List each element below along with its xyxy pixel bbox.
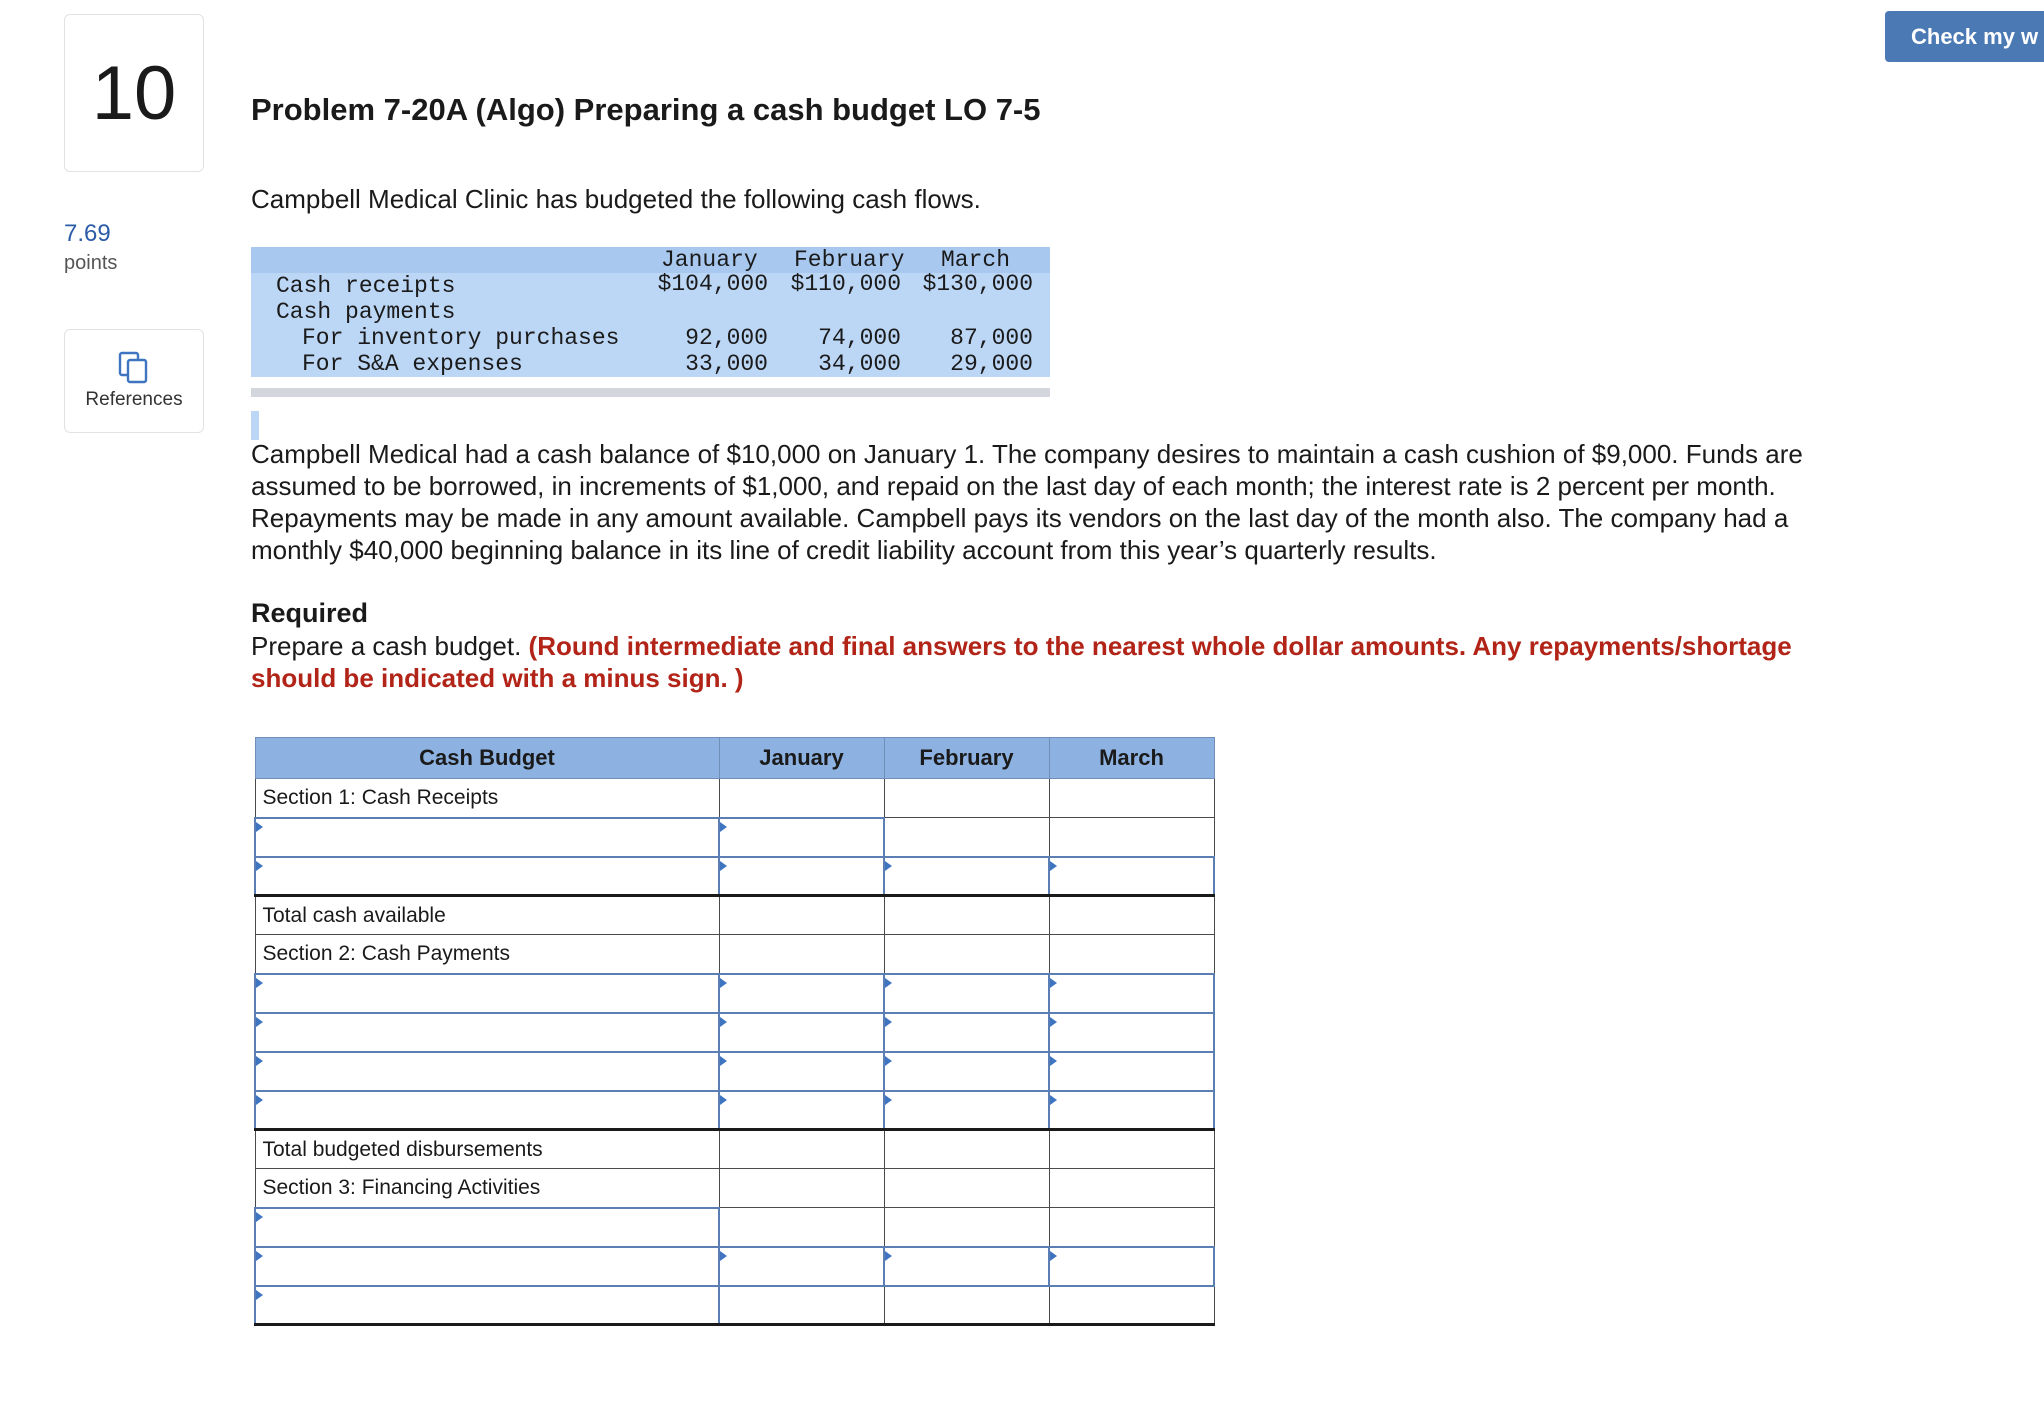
total-disbursements-label: Total budgeted disbursements [255, 1130, 719, 1169]
table-cell [1049, 935, 1214, 974]
row-label-dropdown[interactable] [255, 818, 719, 857]
given-header-march: March [941, 247, 1011, 273]
table-row [255, 896, 1214, 935]
march-input-cell[interactable] [1049, 974, 1214, 1013]
march-input[interactable] [1050, 1053, 1213, 1090]
march-input[interactable] [1050, 1014, 1213, 1051]
table-header-row [255, 738, 1214, 779]
table-row [255, 1013, 1214, 1052]
table-row [255, 1208, 1214, 1247]
row-label-dropdown[interactable] [255, 1091, 719, 1130]
january-input-cell[interactable] [719, 857, 884, 896]
march-input-cell[interactable] [1049, 1247, 1214, 1286]
given-header-january: January [661, 247, 758, 273]
table-cell [719, 1130, 884, 1169]
table-cell [884, 935, 1049, 974]
row-label-input[interactable] [256, 1287, 718, 1324]
table-cell [1049, 1130, 1214, 1169]
january-input-cell[interactable] [719, 974, 884, 1013]
table-cell [884, 896, 1049, 935]
given-cell: 33,000 [685, 351, 768, 377]
row-label-input[interactable] [256, 1092, 718, 1129]
january-input-cell[interactable] [719, 1013, 884, 1052]
row-label-dropdown[interactable] [255, 1247, 719, 1286]
points-label: points [64, 252, 118, 274]
given-cell: 87,000 [950, 325, 1033, 351]
february-input[interactable] [885, 1053, 1048, 1090]
row-label-dropdown[interactable] [255, 1208, 719, 1247]
table-row [255, 1286, 1214, 1325]
table-row [255, 818, 1214, 857]
given-cell: 29,000 [950, 351, 1033, 377]
january-input-cell[interactable] [719, 1091, 884, 1130]
table-cell [719, 896, 884, 935]
february-input[interactable] [885, 1092, 1048, 1129]
paragraph-marker [251, 411, 259, 440]
problem-paragraph: Campbell Medical had a cash balance of $10,000 on January 1. The company desires to maintain a cash cushion of $9,000. Funds are assumed to be borrowed, in increments of $1,000, and repaid on the last day of each month; the interest rate is 2 percent per month. Repayments may be made in any amount available. Campbell pays its vendors on the last day of the month also. The company had a monthly $40,000 beginning balance in its line of credit liability account from this year’s quarterly results. [251, 439, 1803, 565]
february-input-cell[interactable] [884, 1247, 1049, 1286]
points-value: 7.69 [64, 220, 111, 247]
table-cell [719, 1208, 884, 1247]
march-input[interactable] [1050, 858, 1213, 895]
january-input[interactable] [720, 1092, 883, 1129]
row-label-input[interactable] [256, 819, 718, 856]
january-input[interactable] [720, 975, 883, 1012]
given-table-bottom-bar [251, 388, 1050, 397]
given-row-label: Cash payments [276, 299, 456, 325]
table-cell [884, 818, 1049, 857]
col-header-march: March [1049, 738, 1214, 779]
january-input-cell[interactable] [719, 1247, 884, 1286]
february-input-cell[interactable] [884, 1013, 1049, 1052]
table-cell [1049, 1286, 1214, 1325]
table-cell [1049, 779, 1214, 818]
required-instructions [251, 630, 1861, 694]
row-label-dropdown[interactable] [255, 857, 719, 896]
march-input[interactable] [1050, 975, 1213, 1012]
section-1-label: Section 1: Cash Receipts [255, 779, 719, 818]
given-cell: 34,000 [818, 351, 901, 377]
required-red-text: (Round intermediate and final answers to the nearest whole dollar amounts. Any repayments/shortage should be indicated with a minus sign. ) [251, 631, 1792, 693]
row-label-dropdown[interactable] [255, 1013, 719, 1052]
col-header-february: February [884, 738, 1049, 779]
table-cell [719, 1169, 884, 1208]
march-input[interactable] [1050, 1248, 1213, 1285]
table-row [255, 1091, 1214, 1130]
table-row [255, 974, 1214, 1013]
january-input[interactable] [720, 819, 883, 856]
table-row [255, 1247, 1214, 1286]
table-cell [1049, 1208, 1214, 1247]
february-input-cell[interactable] [884, 974, 1049, 1013]
references-icon [117, 350, 151, 384]
given-cell: $110,000 [790, 271, 901, 297]
march-input-cell[interactable] [1049, 1013, 1214, 1052]
row-label-dropdown[interactable] [255, 974, 719, 1013]
given-cell: 74,000 [818, 325, 901, 351]
question-number: 10 [64, 14, 204, 172]
february-input[interactable] [885, 975, 1048, 1012]
table-cell [1049, 818, 1214, 857]
march-input-cell[interactable] [1049, 1052, 1214, 1091]
row-label-input[interactable] [256, 1248, 718, 1285]
problem-intro: Campbell Medical Clinic has budgeted the following cash flows. [251, 184, 981, 214]
given-row-label: For inventory purchases [302, 325, 620, 351]
given-cash-flows-table [251, 247, 1050, 378]
table-cell [1049, 896, 1214, 935]
march-input[interactable] [1050, 1092, 1213, 1129]
table-row [255, 1130, 1214, 1169]
row-label-input[interactable] [256, 1053, 718, 1090]
table-cell [884, 1169, 1049, 1208]
table-cell [1049, 1169, 1214, 1208]
table-cell [884, 1130, 1049, 1169]
january-input-cell[interactable] [719, 818, 884, 857]
row-label-dropdown[interactable] [255, 1052, 719, 1091]
row-label-dropdown[interactable] [255, 1286, 719, 1325]
given-header-band [251, 247, 1050, 273]
february-input-cell[interactable] [884, 1052, 1049, 1091]
table-cell [719, 1286, 884, 1325]
given-row-label: For S&A expenses [302, 351, 523, 377]
col-header-cash-budget: Cash Budget [255, 738, 719, 779]
february-input-cell[interactable] [884, 857, 1049, 896]
table-row [255, 779, 1214, 818]
total-cash-available-label: Total cash available [255, 896, 719, 935]
required-heading: Required [251, 598, 369, 628]
february-input[interactable] [885, 1248, 1048, 1285]
references-button[interactable] [64, 329, 204, 433]
march-input-cell[interactable] [1049, 857, 1214, 896]
february-input[interactable] [885, 1014, 1048, 1051]
given-header-february: February [794, 247, 905, 273]
cash-budget-table [254, 737, 1215, 1326]
table-cell [719, 779, 884, 818]
given-row-label: Cash receipts [276, 273, 456, 299]
january-input[interactable] [720, 858, 883, 895]
row-label-input[interactable] [256, 858, 718, 895]
required-plain-text: Prepare a cash budget. [251, 631, 529, 661]
row-label-input[interactable] [256, 1209, 718, 1246]
table-cell [884, 1286, 1049, 1325]
check-my-work-button[interactable]: Check my w [1885, 11, 2044, 62]
table-row [255, 1169, 1214, 1208]
row-label-input[interactable] [256, 1014, 718, 1051]
given-cell: $104,000 [657, 271, 768, 297]
january-input[interactable] [720, 1248, 883, 1285]
table-cell [719, 935, 884, 974]
january-input-cell[interactable] [719, 1052, 884, 1091]
table-row [255, 935, 1214, 974]
table-row [255, 1052, 1214, 1091]
col-header-january: January [719, 738, 884, 779]
table-row [255, 857, 1214, 896]
references-label: References [85, 389, 183, 410]
table-cell [884, 1208, 1049, 1247]
february-input-cell[interactable] [884, 1091, 1049, 1130]
section-2-label: Section 2: Cash Payments [255, 935, 719, 974]
row-label-input[interactable] [256, 975, 718, 1012]
problem-title: Problem 7-20A (Algo) Preparing a cash budget LO 7-5 [251, 92, 1041, 127]
section-3-label: Section 3: Financing Activities [255, 1169, 719, 1208]
january-input[interactable] [720, 1053, 883, 1090]
january-input[interactable] [720, 1014, 883, 1051]
given-cell: 92,000 [685, 325, 768, 351]
march-input-cell[interactable] [1049, 1091, 1214, 1130]
given-cell: $130,000 [922, 271, 1033, 297]
february-input[interactable] [885, 858, 1048, 895]
table-cell [884, 779, 1049, 818]
